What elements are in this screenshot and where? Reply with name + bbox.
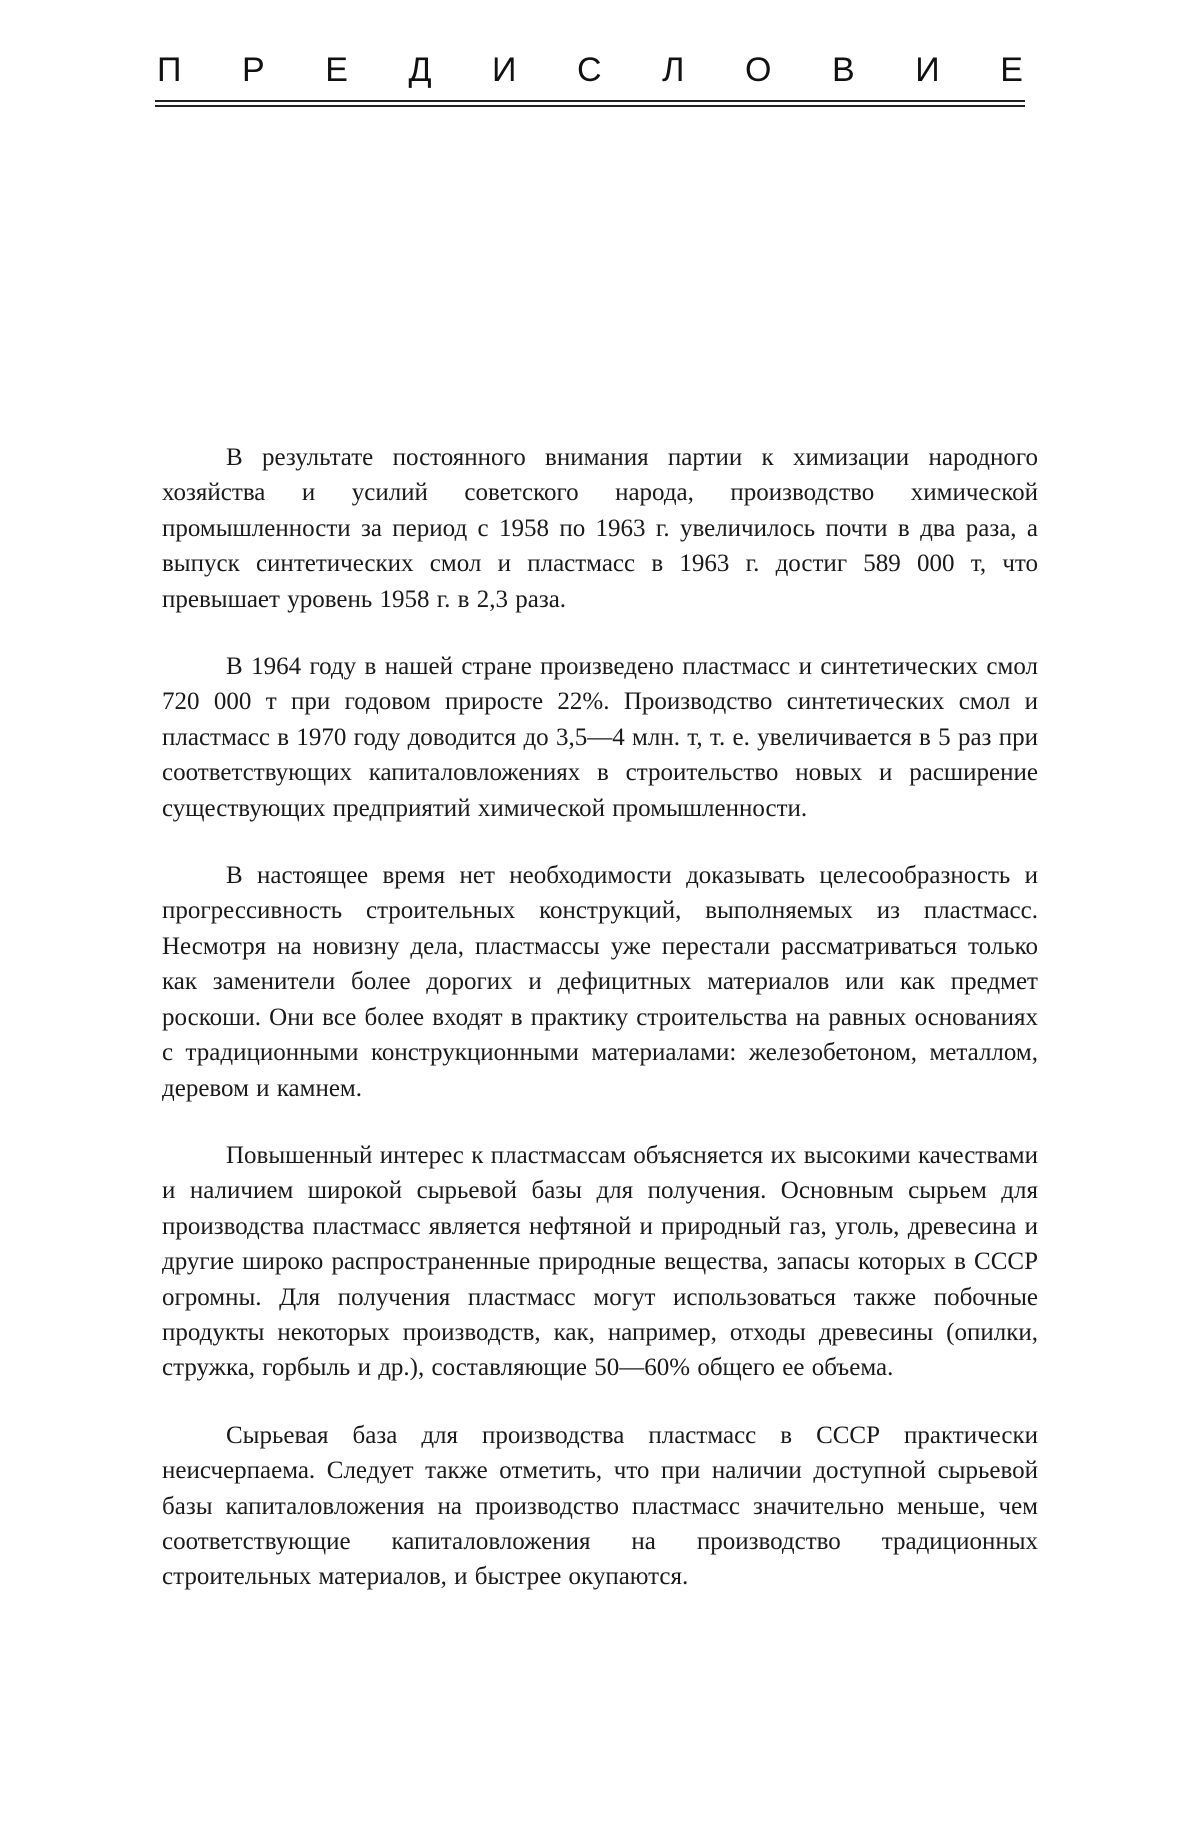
heading-letter: Л <box>662 51 685 89</box>
heading-letter: С <box>577 51 602 89</box>
paragraph: В настоящее время нет необходимости доказывать целесообразность и прогрессивность строительных конструкций, выполняемых из пластмасс. Несмотря на новизну дела, пластмассы уже перестали рассматриваться только как заменители более дорогих и дефицитных материалов или как предмет роскоши. Они все более входят в практику строительства на равных основаниях с традиционными конструкционными материалами: железобетоном, металлом, деревом и камнем. <box>162 862 1038 1102</box>
heading-letter: Д <box>408 51 432 89</box>
heading-letter: В <box>831 51 855 89</box>
heading-letter: П <box>157 51 182 89</box>
paragraph: Повышенный интерес к пластмассам объясняется их высокими качествами и наличием широкой сырьевой базы для получения. Основным сырьем для производства пластмасс является нефтяной и природный газ, уголь, древесина и другие широко распространенные природные вещества, запасы которых в СССР огромны. Для получения пластмасс могут использоваться также побочные продукты некоторых производств, как, например, отходы древесины (опилки, стружка, горбыль и др.), составляющие 50—60% общего ее объема. <box>162 1141 1038 1382</box>
heading-block <box>155 50 1025 107</box>
paragraph: В результате постоянного внимания партии к химизации народного хозяйства и усилий советского народа, производство химической промышленности за период с 1958 по 1963 г. увеличилось почти в два раза, а выпуск синтетических смол и пластмасс в 1963 г. достиг 589 000 т, что превышает уровень 1958 г. в 2,3 раза. <box>162 444 1038 613</box>
paragraph: В 1964 году в нашей стране произведено пластмасс и синтетических смол 720 000 т при годовом приросте 22%. Производство синтетических смол и пластмасс в 1970 году доводится до 3,5—4 млн. т, т. е. увеличивается в 5 раз при соответствующих капиталовложениях в строительство новых и расширение существующих предприятий химической промышленности. <box>162 653 1038 822</box>
heading-letter: О <box>744 51 772 89</box>
heading-letter: И <box>915 51 940 89</box>
paragraph: Сырьевая база для производства пластмасс в СССР практически неисчерпаема. Следует также отметить, что при наличии доступной сырьевой базы капиталовложения на производство пластмасс значительно меньше, чем соответствующие капиталовложения на производство традиционных строительных материалов, и быстрее окупаются. <box>162 1421 1038 1591</box>
heading-letter: Е <box>325 51 348 89</box>
page-heading <box>155 50 1025 90</box>
heading-letter: Е <box>1000 51 1023 89</box>
heading-letter: Р <box>241 51 265 89</box>
heading-rule-top <box>155 100 1025 102</box>
heading-letter: И <box>492 51 517 89</box>
heading-rule-bottom <box>155 105 1025 107</box>
body-text <box>162 440 1038 1595</box>
